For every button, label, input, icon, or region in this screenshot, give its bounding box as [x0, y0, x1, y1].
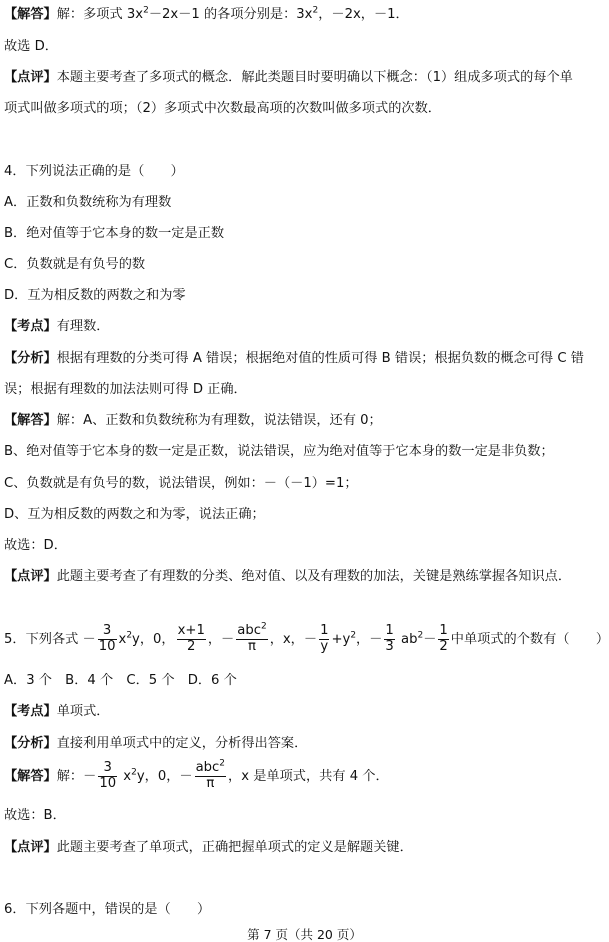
- q4-option-a: A．正数和负数统称为有理数: [4, 195, 172, 210]
- denominator: 10: [98, 638, 116, 654]
- point-text: 单项式．: [56, 704, 110, 719]
- q5-point: [4, 703, 605, 721]
- stem-text: x: [118, 632, 127, 647]
- answer-tag: 【解答】: [4, 7, 57, 22]
- fraction: [319, 624, 329, 654]
- q5-analysis: [4, 735, 605, 753]
- q4-point: [4, 318, 605, 336]
- numerator-text: abc: [195, 759, 220, 775]
- superscript: 2: [260, 621, 267, 632]
- point-tag: 【考点】: [4, 704, 57, 719]
- q4-analysis-line2: 误；根据有理数的加法法则可得 D 正确．: [4, 382, 247, 397]
- superscript: 2: [131, 767, 137, 778]
- q4-option-d: D．互为相反数的两数之和为零: [4, 288, 186, 303]
- q4-option-b: B．绝对值等于它本身的数一定是正数: [4, 226, 225, 241]
- q4-answer-line3: C、负数就是有负号的数，说法错误，例如：－（－1）=1；: [4, 476, 358, 491]
- q4-option-c: C．负数就是有负号的数: [4, 257, 146, 272]
- numerator: x+1: [177, 622, 205, 638]
- denominator: 3: [385, 638, 394, 654]
- q5-options: A．3 个 B．4 个 C．5 个 D．6 个: [4, 673, 237, 688]
- point-tag: 【考点】: [4, 319, 57, 334]
- superscript: 2: [219, 758, 226, 769]
- numerator: 1: [320, 622, 329, 638]
- fraction: [384, 624, 394, 654]
- answer-text: y，0，－: [136, 769, 193, 784]
- comment-text: 此题主要考查了单项式，正确把握单项式的定义是解题关键．: [56, 840, 413, 855]
- q3-comment-line1: [4, 69, 605, 87]
- numerator: 3: [98, 624, 117, 640]
- stem-text: 5．下列各式 －: [4, 632, 96, 647]
- stem-text: ，－: [356, 632, 383, 647]
- answer-text: 解：多项式 3x: [56, 7, 144, 22]
- q3-choose: 故选 D．: [4, 39, 58, 54]
- denominator: π: [247, 638, 256, 654]
- answer-tag: 【解答】: [4, 413, 57, 428]
- q4-choose: 故选：D．: [4, 538, 67, 553]
- numerator: 3: [98, 761, 117, 777]
- stem-text: ab: [396, 632, 418, 647]
- fraction: [236, 621, 267, 654]
- numerator-text: abc: [237, 622, 261, 638]
- denominator: 2: [439, 638, 448, 654]
- answer-text: x: [119, 769, 132, 784]
- stem-text: y，0，: [132, 632, 175, 647]
- stem-text: ，－: [207, 632, 235, 647]
- analysis-tag: 【分析】: [4, 736, 57, 751]
- q5-stem: [4, 620, 609, 660]
- fraction: [98, 624, 117, 654]
- fraction: [195, 758, 226, 791]
- point-text: 有理数．: [56, 319, 110, 334]
- denominator: 2: [187, 638, 196, 654]
- answer-text: ，－2x，－1．: [318, 7, 409, 22]
- numerator: [195, 758, 226, 777]
- numerator: 1: [439, 622, 448, 638]
- numerator: 1: [385, 622, 394, 638]
- superscript: 2: [126, 630, 133, 641]
- q4-answer-line4: D、互为相反数的两数之和为零，说法正确；: [4, 507, 265, 522]
- stem-text: +y: [331, 632, 351, 647]
- comment-tag: 【点评】: [4, 569, 57, 584]
- q4-answer-line2: B、绝对值等于它本身的数一定是正数，说法错误，应为绝对值等于它本身的数一定是非负数；: [4, 444, 554, 459]
- answer-text: ，x 是单项式，共有 4 个．: [228, 769, 389, 784]
- q5-comment: [4, 839, 605, 857]
- denominator: y: [320, 638, 329, 654]
- answer-text: 解：A、正数和负数统称为有理数，说法错误，还有 0；: [56, 413, 382, 428]
- numerator: [236, 621, 267, 640]
- q5-answer: [4, 757, 605, 797]
- superscript: 2: [350, 630, 357, 641]
- fraction: [98, 761, 117, 791]
- q4-answer-line1: [4, 412, 605, 430]
- q6-stem: 6．下列各题中，错误的是（ ）: [4, 902, 211, 917]
- q5-choose: 故选：B．: [4, 808, 66, 823]
- superscript: 2: [417, 630, 424, 641]
- superscript: 2: [312, 5, 319, 16]
- q4-analysis-line1: [4, 350, 605, 368]
- answer-text: 解：－: [56, 769, 97, 784]
- stem-text: 中单项式的个数有（ ）: [450, 632, 609, 647]
- comment-tag: 【点评】: [4, 840, 57, 855]
- q3-answer-line: [4, 6, 605, 24]
- q4-comment: [4, 568, 605, 586]
- fraction: [438, 624, 448, 654]
- superscript: 2: [143, 5, 149, 16]
- answer-tag: 【解答】: [4, 769, 57, 784]
- answer-text: －2x－1 的各项分别是：3x: [148, 7, 313, 22]
- denominator: 10: [99, 775, 117, 791]
- fraction: [177, 624, 206, 654]
- comment-tag: 【点评】: [4, 70, 57, 85]
- q3-comment-line2: 项式叫做多项式的项；（2）多项式中次数最高项的次数叫做多项式的次数．: [4, 101, 441, 116]
- page-footer: 第 7 页（共 20 页）: [247, 927, 362, 942]
- comment-text: 本题主要考查了多项式的概念．解此类题目时要明确以下概念：（1）组成多项式的每个单: [56, 70, 573, 85]
- analysis-text: 直接利用单项式中的定义，分析得出答案．: [56, 736, 308, 751]
- denominator: π: [206, 775, 215, 791]
- comment-text: 此题主要考查了有理数的分类、绝对值、以及有理数的加法，关键是熟练掌握各知识点．: [56, 569, 572, 584]
- stem-text: －: [423, 632, 437, 647]
- stem-text: ，x，－: [269, 632, 318, 647]
- analysis-text: 根据有理数的分类可得 A 错误；根据绝对值的性质可得 B 错误；根据负数的概念可得 C 错: [56, 351, 584, 366]
- q4-stem: 4．下列说法正确的是（ ）: [4, 164, 184, 179]
- analysis-tag: 【分析】: [4, 351, 57, 366]
